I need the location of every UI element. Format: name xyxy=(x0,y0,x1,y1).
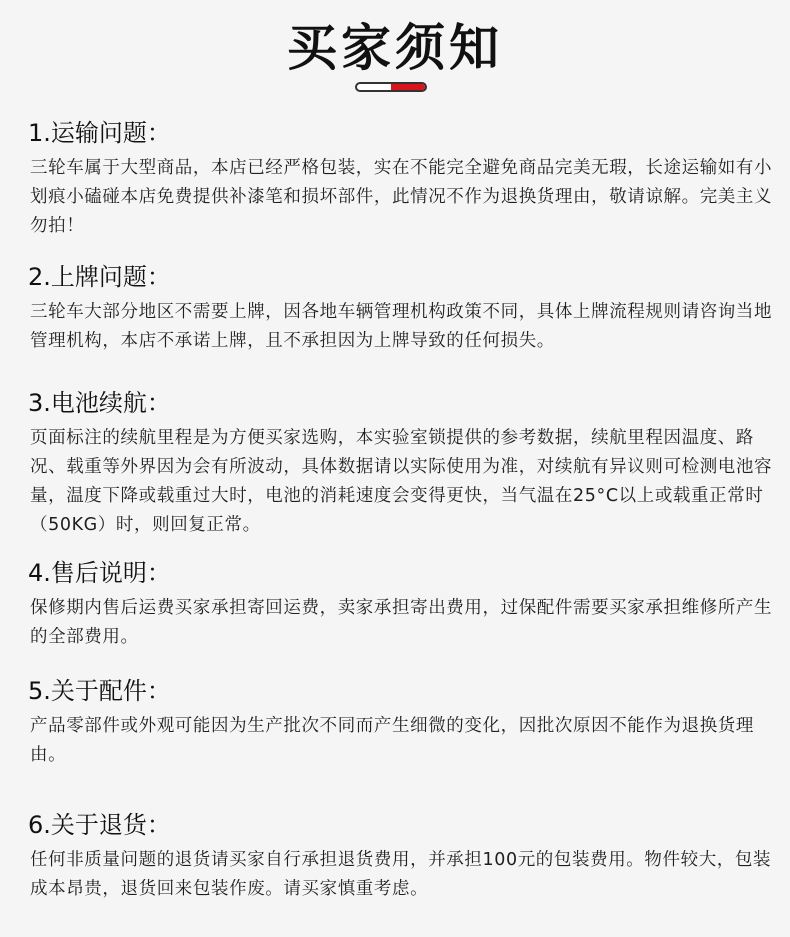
section-heading: 1.运输问题： xyxy=(28,119,171,147)
section-body: 三轮车大部分地区不需要上牌，因各地车辆管理机构政策不同，具体上牌流程规则请咨询当地管理机构，本店不承诺上牌，且不承担因为上牌导致的任何损失。 xyxy=(30,302,773,351)
section-body: 产品零部件或外观可能因为生产批次不同而产生细微的变化，因批次原因不能作为退换货理由。 xyxy=(30,716,754,765)
section-returns xyxy=(28,810,778,904)
section-body: 三轮车属于大型商品，本店已经严格包装，实在不能完全避免商品完美无瑕，长途运输如有小划痕小磕碰本店免费提供补漆笔和损坏部件，此情况不作为退换货理由，敬请谅解。完美主义勿拍！ xyxy=(30,158,773,236)
section-heading: 6.关于退货： xyxy=(28,811,171,839)
section-body: 任何非质量问题的退货请买家自行承担退货费用，并承担100元的包装费用。物件较大，包装成本昂贵，退货回来包装作废。请买家慎重考虑。 xyxy=(30,850,772,899)
section-heading: 5.关于配件： xyxy=(28,677,171,705)
title-divider xyxy=(355,82,427,92)
section-after-sales xyxy=(28,558,778,652)
section-heading: 2.上牌问题： xyxy=(28,263,171,291)
page-title: 买家须知 xyxy=(287,19,503,77)
section-shipping xyxy=(28,118,778,241)
title-divider-accent xyxy=(391,84,425,90)
section-body: 页面标注的续航里程是为方便买家选购，本实验室锁提供的参考数据，续航里程因温度、路况、载重等外界因为会有所波动，具体数据请以实际使用为准，对续航有异议则可检测电池容量，温度下降或载重过大时，电池的消耗速度会变得更快，当气温在25°C以上或载重正常时（50KG）时，则回复正常。 xyxy=(30,428,773,535)
section-accessories xyxy=(28,676,778,770)
section-body: 保修期内售后运费买家承担寄回运费，卖家承担寄出费用，过保配件需要买家承担维修所产生的全部费用。 xyxy=(30,598,773,647)
section-heading: 4.售后说明： xyxy=(28,559,171,587)
section-registration xyxy=(28,262,778,356)
section-heading: 3.电池续航： xyxy=(28,389,171,417)
section-battery-range xyxy=(28,388,778,540)
